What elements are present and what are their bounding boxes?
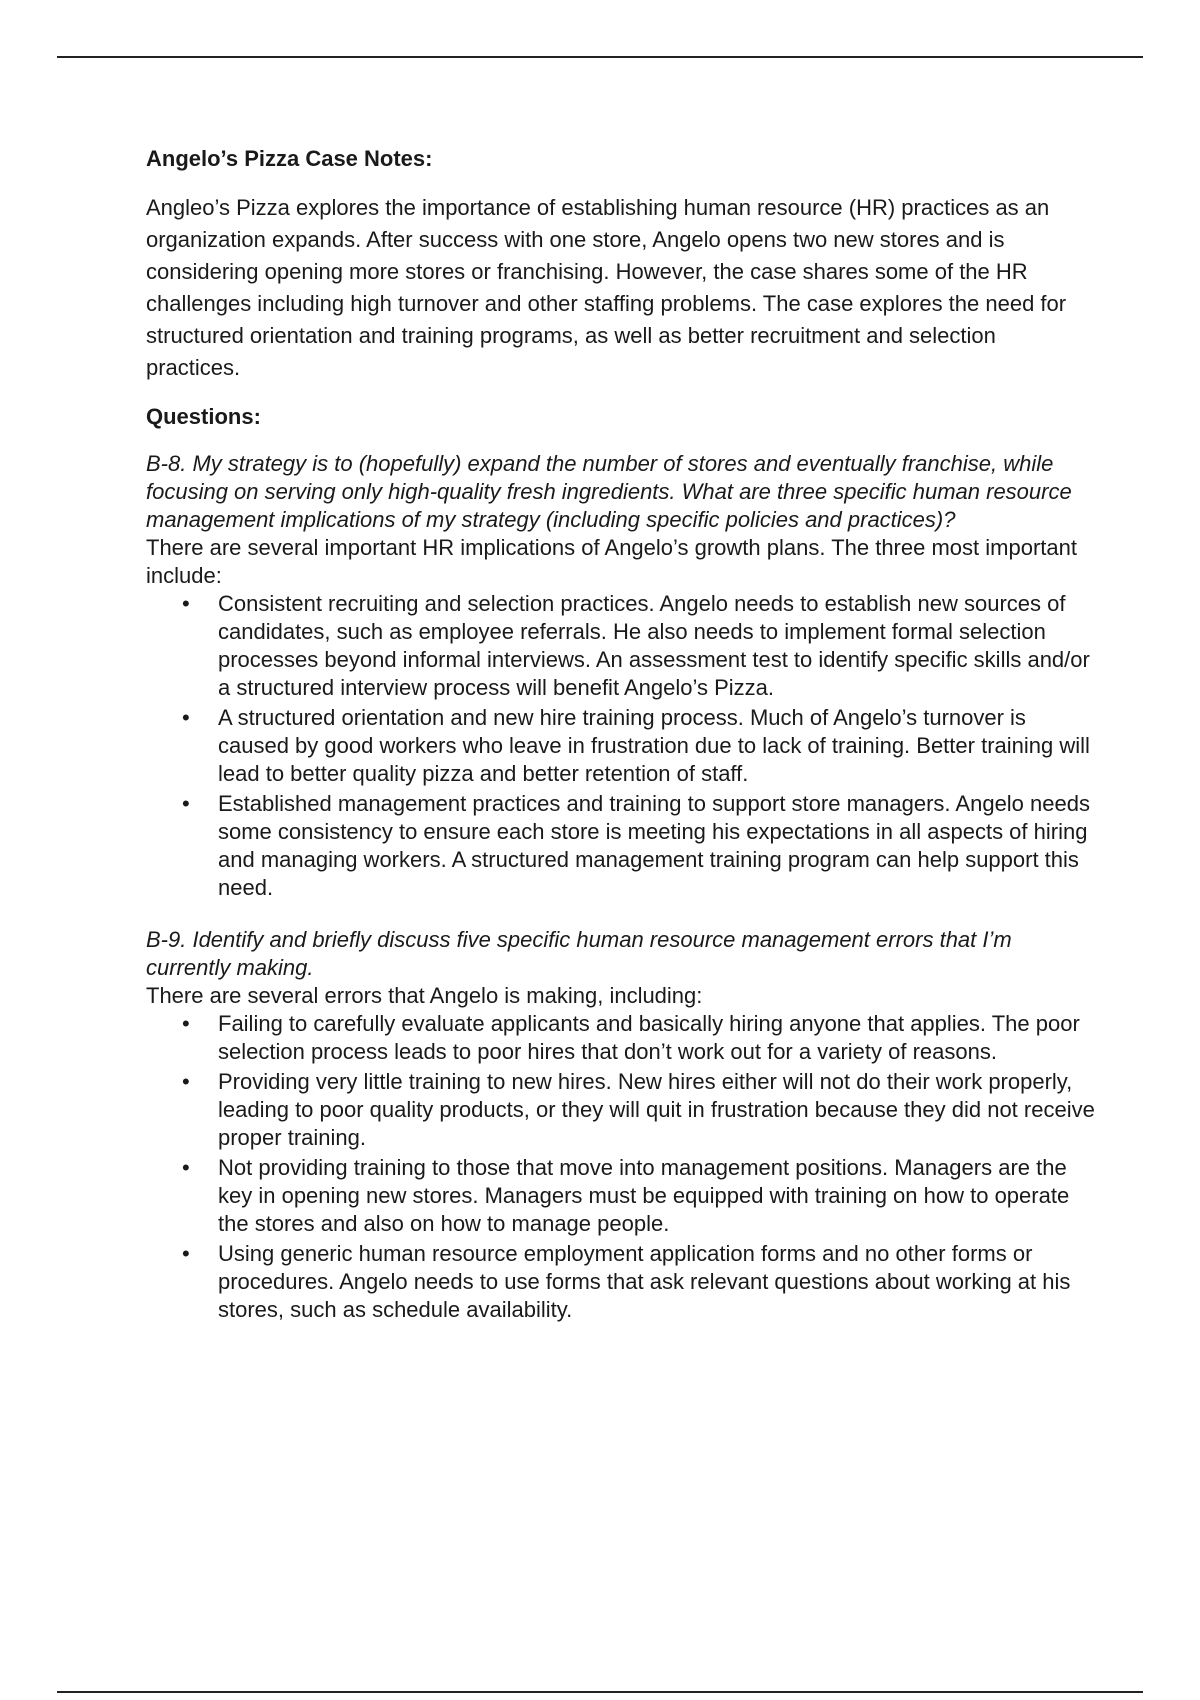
bullet-icon: •: [182, 1155, 190, 1180]
bullet-icon: •: [182, 791, 190, 816]
list-item: [146, 1068, 1096, 1152]
list-item-text: Consistent recruiting and selection practices. Angelo needs to establish new sources of candidates, such as employee referrals. He also needs to implement formal selection processes beyond informal interviews. An assessment test to identify specific skills and/or a structured interview process will benefit Angelo’s Pizza.: [218, 591, 1090, 700]
bullet-icon: •: [182, 591, 190, 616]
list-item-text: Established management practices and training to support store managers. Angelo needs some consistency to ensure each store is meeting his expectations in all aspects of hiring and managing workers. A structured management training program can help support this need.: [218, 791, 1090, 900]
question-b9: B-9. Identify and briefly discuss five specific human resource management errors that I’m currently making.: [146, 927, 1012, 980]
answer-b9-lead: There are several errors that Angelo is making, including:: [146, 983, 703, 1008]
document-body: [146, 144, 1096, 1326]
top-rule: [57, 56, 1143, 58]
list-item-text: Failing to carefully evaluate applicants and basically hiring anyone that applies. The poor selection process leads to poor hires that don’t work out for a variety of reasons.: [218, 1011, 1080, 1064]
list-item-text: A structured orientation and new hire training process. Much of Angelo’s turnover is caused by good workers who leave in frustration due to lack of training. Better training will lead to better quality pizza and better retention of staff.: [218, 705, 1090, 786]
list-item: [146, 1154, 1096, 1238]
list-item-text: Using generic human resource employment application forms and no other forms or procedures. Angelo needs to use forms that ask relevant questions about working at his stores, such as schedule availability.: [218, 1241, 1071, 1322]
intro-paragraph: Angleo’s Pizza explores the importance of establishing human resource (HR) practices as an organization expands. After success with one store, Angelo opens two new stores and is considering opening more stores or franchising. However, the case shares some of the HR challenges including high turnover and other staffing problems. The case explores the need for structured orientation and training programs, as well as better recruitment and selection practices.: [146, 195, 1067, 380]
bullet-icon: •: [182, 1069, 190, 1094]
list-item: [146, 1010, 1096, 1066]
bullet-icon: •: [182, 1011, 190, 1036]
document-title: Angelo’s Pizza Case Notes:: [146, 146, 433, 171]
questions-heading: Questions:: [146, 404, 261, 429]
list-item: [146, 704, 1096, 788]
bottom-rule: [57, 1691, 1143, 1693]
bullet-icon: •: [182, 705, 190, 730]
answer-b9-list: [146, 1010, 1096, 1324]
answer-b8-lead: There are several important HR implications of Angelo’s growth plans. The three most important include:: [146, 535, 1077, 588]
list-item: [146, 590, 1096, 702]
list-item-text: Not providing training to those that move into management positions. Managers are the key in opening new stores. Managers must be equipped with training on how to operate the stores and also on how to manage people.: [218, 1155, 1070, 1236]
list-item: [146, 1240, 1096, 1324]
list-item-text: Providing very little training to new hires. New hires either will not do their work properly, leading to poor quality products, or they will quit in frustration because they did not receive proper training.: [218, 1069, 1095, 1150]
bullet-icon: •: [182, 1241, 190, 1266]
question-b8: B-8. My strategy is to (hopefully) expand the number of stores and eventually franchise, while focusing on serving only high-quality fresh ingredients. What are three specific human resource management implications of my strategy (including specific policies and practices)?: [146, 451, 1072, 532]
list-item: [146, 790, 1096, 902]
answer-b8-list: [146, 590, 1096, 902]
